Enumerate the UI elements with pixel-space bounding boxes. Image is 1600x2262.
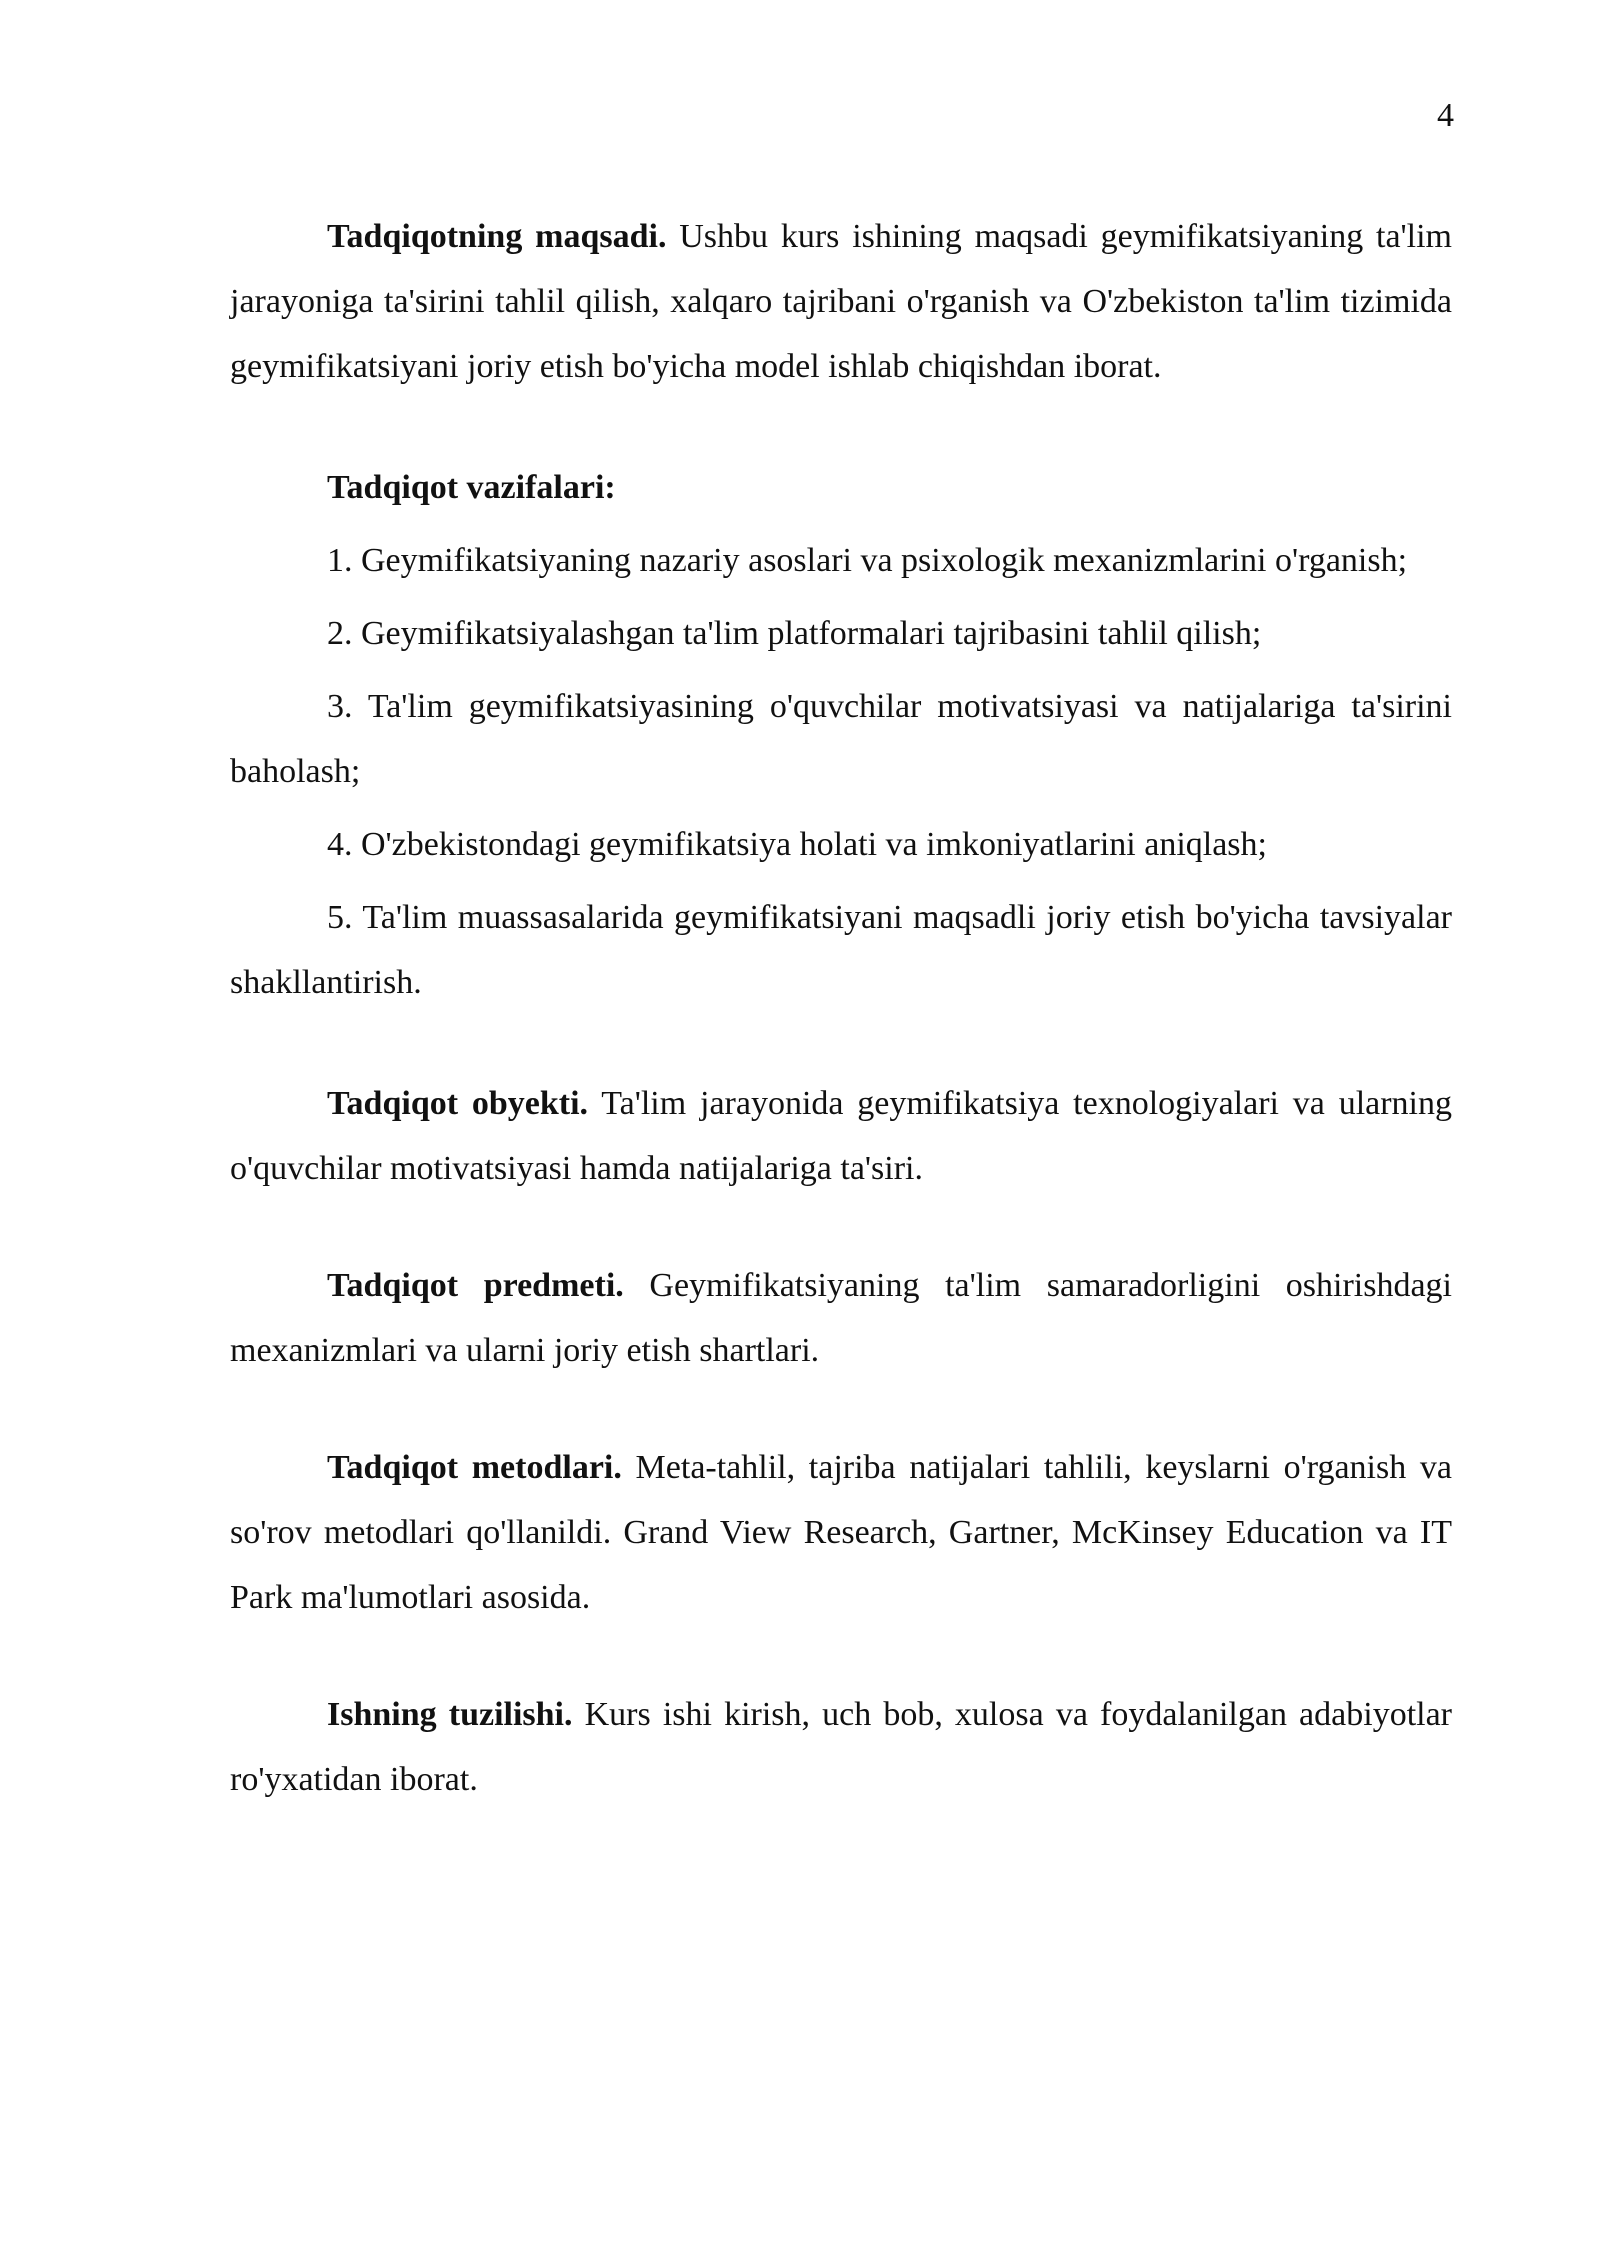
subject-paragraph bbox=[230, 1253, 1452, 1383]
subject-text: Geymifikatsiyaning ta'lim samaradorligini oshirishdagi mexanizmlari va ularni joriy etish shartlari. bbox=[230, 1267, 1452, 1369]
object-label: Tadqiqot obyekti. bbox=[327, 1085, 589, 1122]
task-item-2: 2. Geymifikatsiyalashgan ta'lim platformalari tajribasini tahlil qilish; bbox=[327, 615, 1262, 652]
task-item-3: 3. Ta'lim geymifikatsiyasining o'quvchilar motivatsiyasi va natijalariga ta'sirini baholash; bbox=[230, 688, 1452, 790]
structure-paragraph bbox=[230, 1682, 1452, 1812]
tasks-heading: Tadqiqot vazifalari: bbox=[327, 469, 616, 506]
methods-text: Meta-tahlil, tajriba natijalari tahlili, keyslarni o'rganish va so'rov metodlari qo'llanildi. Grand View Research, Gartner, McKinsey Education va IT Park ma'lumotlari asosida. bbox=[230, 1449, 1453, 1616]
task-item-5: 5. Ta'lim muassasalarida geymifikatsiyani maqsadli joriy etish bo'yicha tavsiyalar shakllantirish. bbox=[230, 899, 1452, 1001]
structure-label: Ishning tuzilishi. bbox=[327, 1696, 573, 1733]
purpose-label: Tadqiqotning maqsadi. bbox=[327, 218, 667, 255]
subject-label: Tadqiqot predmeti. bbox=[327, 1267, 624, 1304]
purpose-paragraph bbox=[230, 204, 1452, 399]
task-item-1: 1. Geymifikatsiyaning nazariy asoslari va psixologik mexanizmlarini o'rganish; bbox=[327, 542, 1408, 579]
structure-text: Kurs ishi kirish, uch bob, xulosa va foydalanilgan adabiyotlar ro'yxatidan iborat. bbox=[230, 1696, 1452, 1798]
object-paragraph bbox=[230, 1071, 1452, 1201]
task-item-4: 4. O'zbekistondagi geymifikatsiya holati va imkoniyatlarini aniqlash; bbox=[327, 826, 1267, 863]
document-body bbox=[230, 204, 1452, 1812]
purpose-text: Ushbu kurs ishining maqsadi geymifikatsiyaning ta'lim jarayoniga ta'sirini tahlil qilish, xalqaro tajribani o'rganish va O'zbekiston ta'lim tizimida geymifikatsiyani joriy etish bo'yicha model ishlab chiqishdan iborat. bbox=[230, 218, 1452, 385]
page-number: 4 bbox=[1437, 97, 1454, 134]
methods-paragraph bbox=[230, 1435, 1452, 1630]
methods-label: Tadqiqot metodlari. bbox=[327, 1449, 622, 1486]
object-text: Ta'lim jarayonida geymifikatsiya texnologiyalari va ularning o'quvchilar motivatsiyasi hamda natijalariga ta'siri. bbox=[230, 1085, 1452, 1187]
